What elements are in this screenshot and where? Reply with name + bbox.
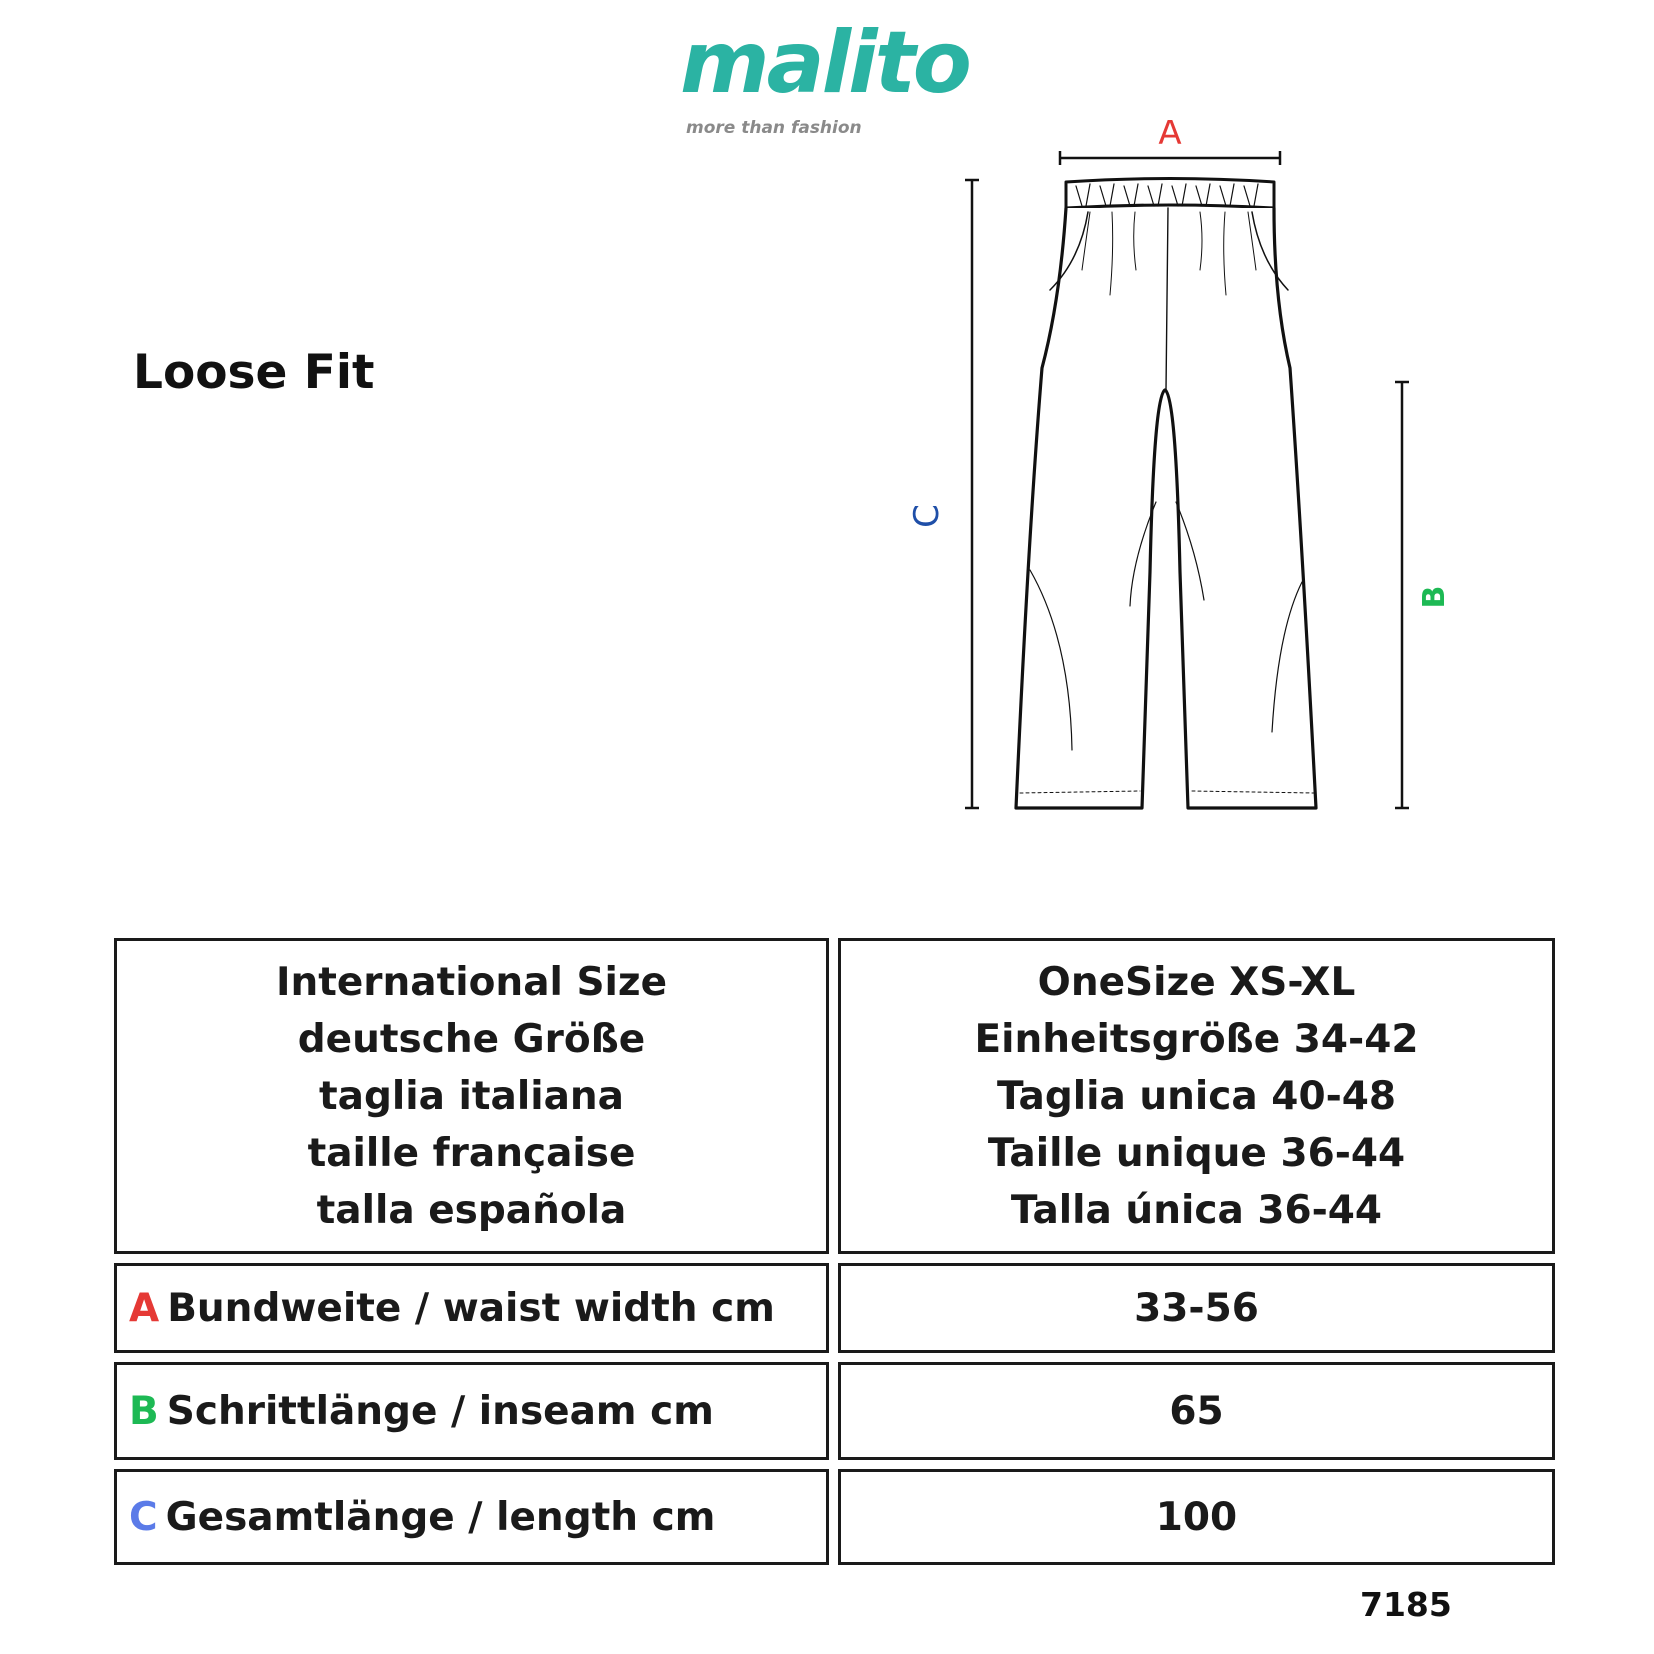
- label-a: A: [1158, 120, 1182, 153]
- row-letter-a: A: [129, 1285, 160, 1331]
- fit-title: Loose Fit: [133, 345, 375, 400]
- measure-line-c: [965, 180, 979, 808]
- pants-size-diagram: [900, 120, 1460, 900]
- row-label-c: Gesamtlänge / length cm: [165, 1494, 716, 1540]
- size-table-row-c-label: [114, 1469, 829, 1565]
- row-value-c: 100: [1155, 1494, 1238, 1540]
- header-left-line: taglia italiana: [319, 1073, 624, 1119]
- header-right-line: Taille unique 36-44: [987, 1130, 1406, 1176]
- measure-line-b: [1395, 382, 1409, 808]
- row-label-b: Schrittlänge / inseam cm: [166, 1388, 714, 1434]
- header-left-line: taille française: [307, 1130, 636, 1176]
- header-left-line: International Size: [275, 959, 668, 1005]
- label-c: C: [907, 504, 947, 528]
- row-label-a: Bundweite / waist width cm: [167, 1285, 775, 1331]
- label-b: B: [1417, 585, 1452, 609]
- size-table-row-b-value: [838, 1362, 1555, 1460]
- header-right-line: Talla única 36-44: [1010, 1187, 1383, 1233]
- article-number: 7185: [1360, 1585, 1452, 1624]
- size-table-row-a-value: [838, 1263, 1555, 1353]
- brand-tagline: more than fashion: [686, 118, 862, 138]
- header-right-line: Taglia unica 40-48: [996, 1073, 1397, 1119]
- size-table-row-a-label: [114, 1263, 829, 1353]
- row-value-b: 65: [1169, 1388, 1224, 1434]
- size-table-header-left: [114, 938, 829, 1254]
- measure-line-a: [1060, 151, 1280, 165]
- row-value-a: 33-56: [1134, 1285, 1259, 1331]
- header-left-line: deutsche Größe: [297, 1016, 646, 1062]
- size-table-row-c-value: [838, 1469, 1555, 1565]
- row-letter-b: B: [129, 1388, 159, 1434]
- size-table-row-b-label: [114, 1362, 829, 1460]
- header-right-line: OneSize XS-XL: [1037, 959, 1356, 1005]
- header-left-line: talla española: [316, 1187, 627, 1233]
- pants-outline: [1016, 179, 1316, 809]
- row-letter-c: C: [129, 1494, 158, 1540]
- header-right-line: Einheitsgröße 34-42: [974, 1016, 1419, 1062]
- brand-wordmark: malito: [680, 13, 969, 113]
- size-table-header-right: [838, 938, 1555, 1254]
